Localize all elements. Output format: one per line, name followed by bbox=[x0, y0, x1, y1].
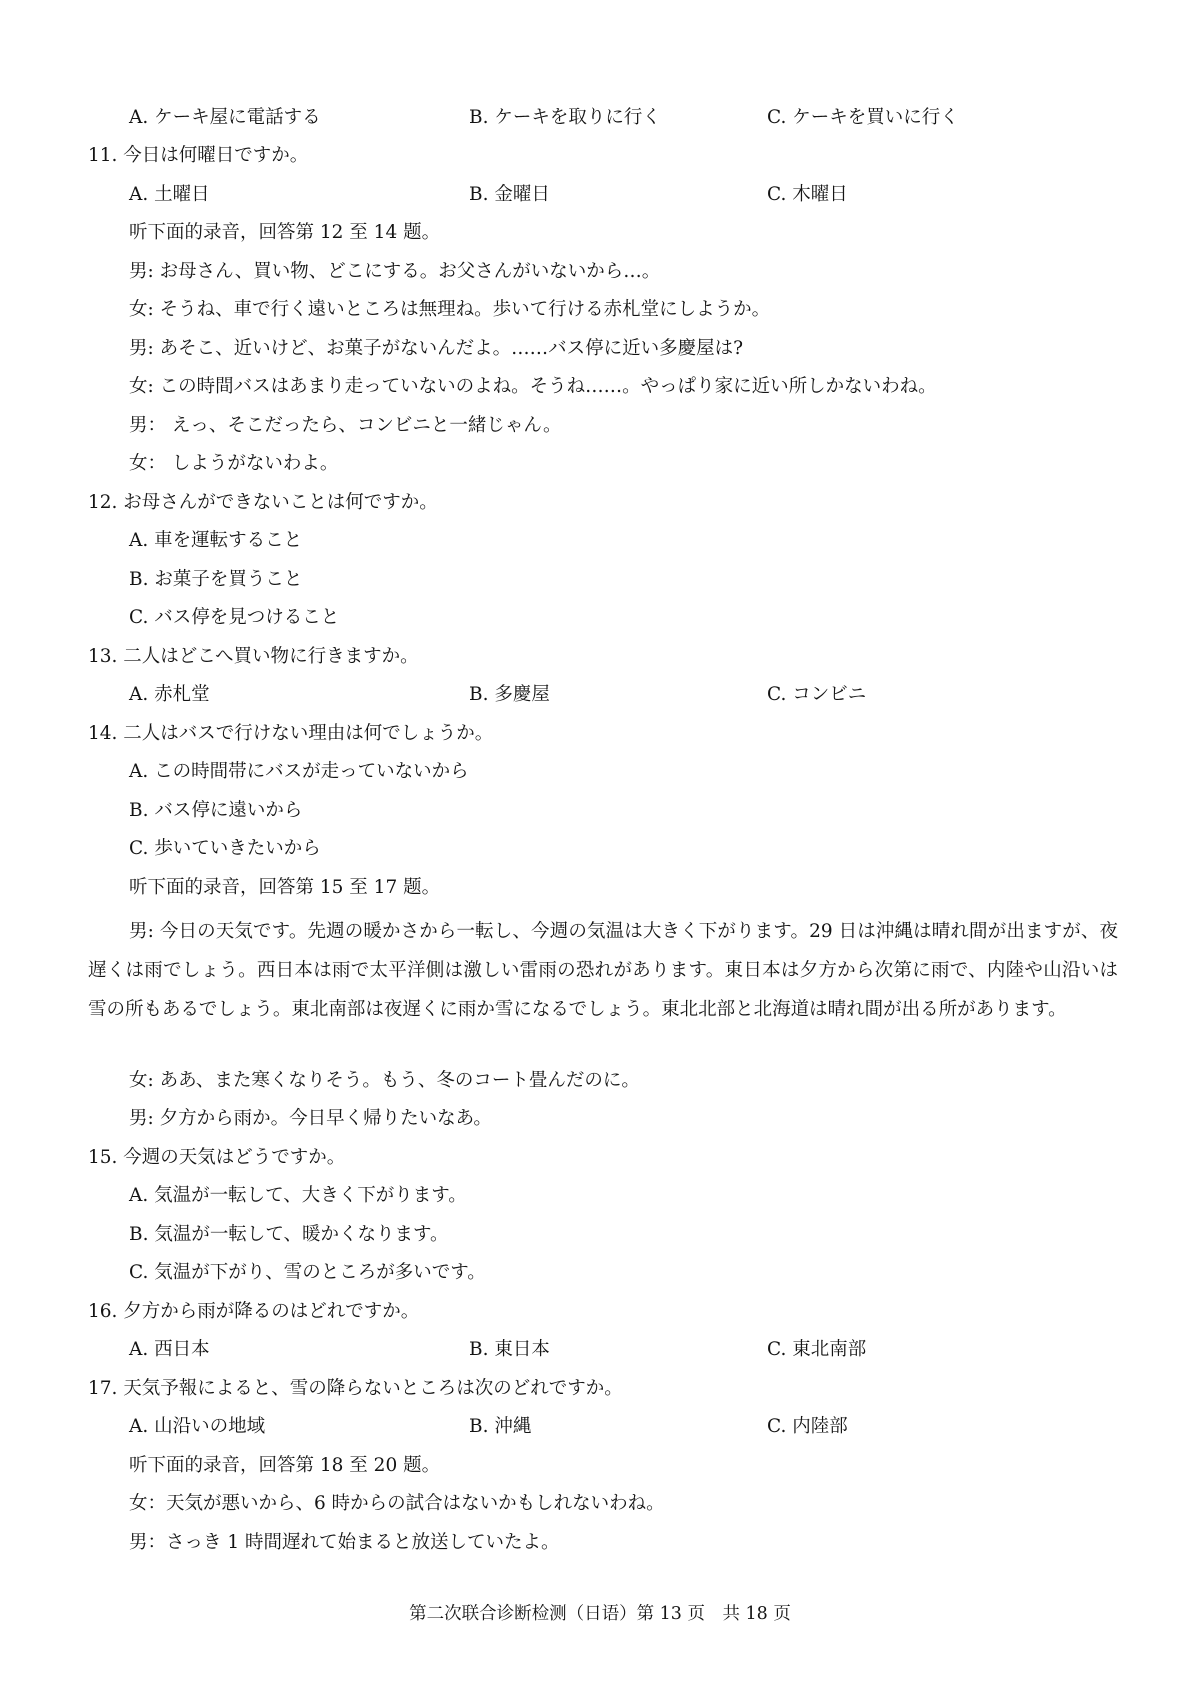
q15-question: 15. 今週の天気はどうですか。 bbox=[88, 1147, 346, 1168]
q16-option-a: A. 西日本 bbox=[129, 1339, 210, 1360]
q16-option-b: B. 東日本 bbox=[469, 1339, 550, 1360]
q17-option-a: A. 山沿いの地域 bbox=[129, 1416, 266, 1437]
q13-option-a: A. 赤札堂 bbox=[129, 684, 210, 705]
q17-option-c: C. 内陸部 bbox=[767, 1416, 848, 1437]
q14-question: 14. 二人はバスで行けない理由は何でしょうか。 bbox=[88, 723, 494, 744]
dialogue-line: 女： しようがないわよ。 bbox=[129, 453, 339, 474]
q17-option-b: B. 沖縄 bbox=[469, 1416, 532, 1437]
q12-question: 12. お母さんができないことは何ですか。 bbox=[88, 492, 438, 513]
q11-question: 11. 今日は何曜日ですか。 bbox=[88, 145, 309, 166]
q10-option-a: A. ケーキ屋に電話する bbox=[129, 107, 321, 128]
q13-option-c: C. コンビニ bbox=[767, 684, 867, 705]
dialogue-line: 女: そうね、車で行く遠いところは無理ね。歩いて行ける赤札堂にしようか。 bbox=[129, 299, 771, 320]
dialogue-line: 男：さっき 1 時間遅れて始まると放送していたよ。 bbox=[129, 1532, 560, 1553]
q11-option-b: B. 金曜日 bbox=[469, 184, 550, 205]
dialogue-line: 女：天気が悪いから、6 時からの試合はないかもしれないわね。 bbox=[129, 1493, 665, 1514]
q16-option-c: C. 東北南部 bbox=[767, 1339, 867, 1360]
q13-question: 13. 二人はどこへ買い物に行きますか。 bbox=[88, 646, 419, 667]
q12-option-c: C. バス停を見つけること bbox=[129, 607, 340, 628]
q14-option-c: C. 歩いていきたいから bbox=[129, 838, 321, 859]
dialogue-line: 女: この時間バスはあまり走っていないのよね。そうね……。やっぱり家に近い所しかないわね。 bbox=[129, 376, 937, 397]
q14-option-a: A. この時間帯にバスが走っていないから bbox=[129, 761, 469, 782]
q10-option-b: B. ケーキを取りに行く bbox=[469, 107, 661, 128]
weather-monologue: 男: 今日の天気です。先週の暖かさから一転し、今週の気温は大きく下がります。29 日は沖縄は晴れ間が出ますが、夜遅くは雨でしょう。西日本は雨で太平洋側は激しい雷雨の恐れがあります。東日本は夕方から次第に雨で、内陸や山沿いは雪の所もあるでしょう。東北南部は夜遅くに雨か雪になるでしょう。東北北部と北海道は晴れ間が出る所があります。 bbox=[88, 921, 1118, 1020]
q15-option-a: A. 気温が一転して、大きく下がります。 bbox=[129, 1185, 467, 1206]
dialogue-line: 男: お母さん、買い物、どこにする。お父さんがいないから…。 bbox=[129, 261, 661, 282]
q12-option-b: B. お菓子を買うこと bbox=[129, 569, 303, 590]
q14-option-b: B. バス停に遠いから bbox=[129, 800, 303, 821]
section-instruction: 听下面的录音，回答第 18 至 20 题。 bbox=[129, 1455, 441, 1476]
page-footer: 第二次联合诊断检测（日语）第 13 页 共 18 页 bbox=[409, 1604, 791, 1624]
section-instruction: 听下面的录音，回答第 15 至 17 题。 bbox=[129, 877, 441, 898]
section-instruction: 听下面的录音，回答第 12 至 14 题。 bbox=[129, 222, 441, 243]
q16-question: 16. 夕方から雨が降るのはどれですか。 bbox=[88, 1301, 420, 1322]
q17-question: 17. 天気予報によると、雪の降らないところは次のどれですか。 bbox=[88, 1378, 623, 1399]
q11-option-c: C. 木曜日 bbox=[767, 184, 848, 205]
q12-option-a: A. 車を運転すること bbox=[129, 530, 303, 551]
dialogue-line: 男: あそこ、近いけど、お菓子がないんだよ。……バス停に近い多慶屋は? bbox=[129, 338, 744, 359]
q13-option-b: B. 多慶屋 bbox=[469, 684, 550, 705]
dialogue-line: 男： えっ、そこだったら、コンビニと一緒じゃん。 bbox=[129, 415, 562, 436]
q11-option-a: A. 土曜日 bbox=[129, 184, 210, 205]
q15-option-c: C. 気温が下がり、雪のところが多いです。 bbox=[129, 1262, 486, 1283]
q15-option-b: B. 気温が一転して、暖かくなります。 bbox=[129, 1224, 449, 1245]
dialogue-line: 男: 夕方から雨か。今日早く帰りたいなあ。 bbox=[129, 1108, 492, 1129]
dialogue-line: 女: ああ、また寒くなりそう。もう、冬のコート畳んだのに。 bbox=[129, 1070, 640, 1091]
q10-option-c: C. ケーキを買いに行く bbox=[767, 107, 959, 128]
